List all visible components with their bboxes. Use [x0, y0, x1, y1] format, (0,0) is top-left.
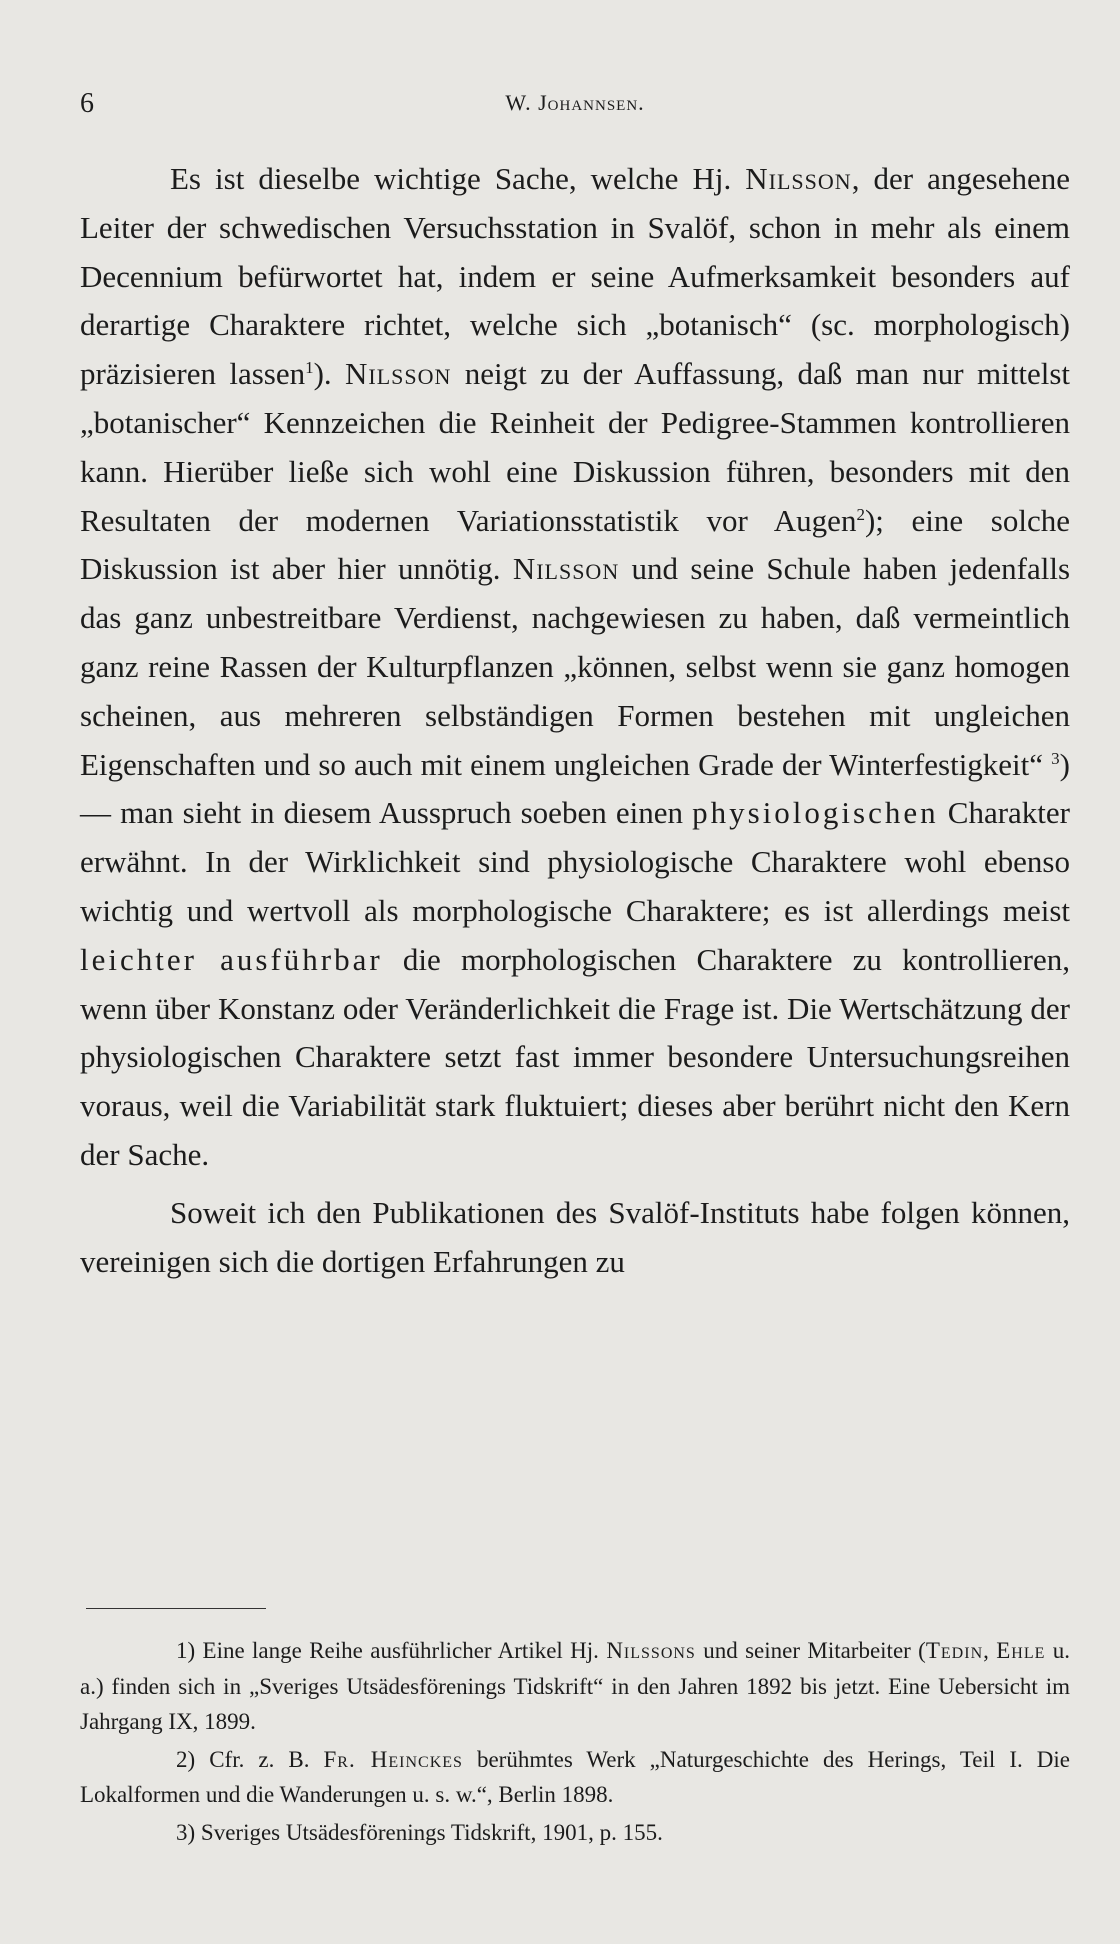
footnote-separator — [86, 1608, 266, 1609]
footnote-ref-1: 1 — [305, 358, 314, 378]
footnote-3: 3) Sveriges Utsädesförenings Tidskrift, 1901, p. 155. — [176, 1819, 663, 1845]
page-header — [80, 88, 1070, 128]
paragraph-1: Es ist dieselbe wichtige Sache, welche Hj. Nilsson, der angesehene Leiter der schwedischen Versuchsstation in Svalöf, schon in mehr als einem Decennium befürwortet hat, indem er seine Aufmerksamkeit besonders auf derartige Charaktere richtet, welche sich „botanisch“ (sc. morphologisch) präzisieren lassen$^1$). Nilsson neigt zu der Auffassung, daß man nur mittelst „botanischer“ Kennzeichen die Reinheit der Pedigree-Stammen kontrollieren kann. Hierüber ließe sich wohl eine Diskussion führen, besonders mit den Resultaten der modernen Variationsstatistik vor Augen$^2$); eine solche Diskussion ist aber hier unnötig. Nilsson und seine Schule haben jedenfalls das ganz unbestreitbare Verdienst, nachgewiesen zu haben, daß vermeintlich ganz reine Rassen der Kulturpflanzen „können, selbst wenn sie ganz homogen scheinen, aus mehreren selbständigen Formen bestehen mit ungleichen Eigenschaften und so auch mit einem ungleichen Grade der Winterfestigkeit“ $^3$) — man sieht in diesem Ausspruch soeben einen physiologischen Charakter erwähnt. In der Wirklichkeit sind physiologische Charaktere wohl ebenso wichtig und wertvoll als morphologische Charaktere; es ist allerdings meist leichter ausführbar die morphologischen Charaktere zu kontrollieren, wenn über Konstanz oder Veränderlichkeit die Frage ist. Die Wertschätzung der physiologischen Charaktere setzt fast immer besondere Untersuchungsreihen voraus, weil die Variabilität stark fluktuiert; dieses aber berührt nicht den Kern der Sache. — [80, 161, 1071, 1172]
main-text — [80, 155, 1070, 1286]
running-head: W. Johannsen. — [505, 90, 645, 115]
footnote-2: 2) Cfr. z. B. Fr. Heinckes berühmtes Werk „Naturgeschichte des Herings, Teil I. Die Lokalformen und die Wanderungen u. s. w.“, Berlin 1898. — [80, 1746, 1070, 1807]
page-number: 6 — [80, 88, 94, 119]
footnote-ref-3: 3 — [1051, 748, 1060, 768]
footnote-ref-2: 2 — [856, 504, 865, 524]
paragraph-2: Soweit ich den Publikationen des Svalöf-Instituts habe folgen können, vereinigen sich die dortigen Erfahrungen zu — [80, 1194, 1070, 1279]
footnotes — [80, 1633, 1070, 1852]
footnote-1: 1) Eine lange Reihe ausführlicher Artikel Hj. Nilssons und seiner Mitarbeiter (Tedin, Ehle u. a.) finden sich in „Sveriges Utsädesförenings Tidskrift“ in den Jahren 1892 bis jetzt. Eine Uebersicht im Jahrgang IX, 1899. — [80, 1638, 1071, 1734]
